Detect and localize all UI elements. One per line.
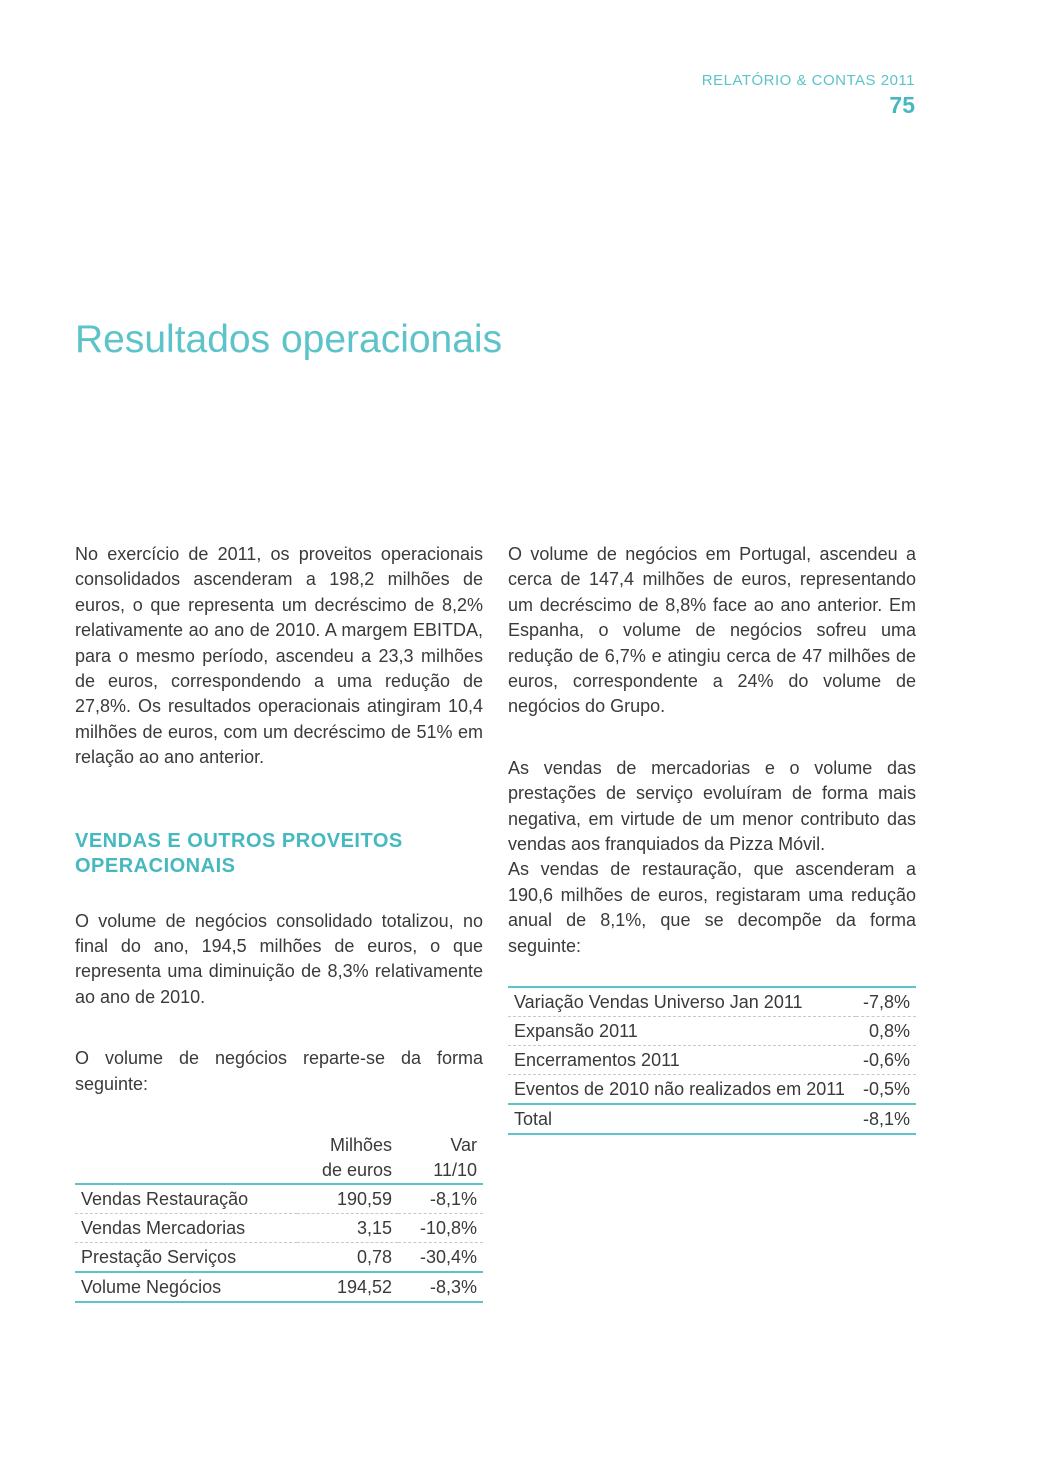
table-total-row: [75, 1272, 483, 1302]
business-volume-table: [75, 1133, 483, 1303]
table-total-row: [508, 1104, 916, 1134]
table-header-row: [75, 1133, 483, 1184]
row-variation: -30,4%: [419, 1246, 477, 1267]
report-label: RELATÓRIO & CONTAS 2011: [701, 72, 915, 89]
page-number: 75: [889, 92, 915, 118]
page-title: Resultados operacionais: [75, 318, 503, 361]
portugal-spain-paragraph: O volume de negócios em Portugal, ascendeu a cerca de 147,4 milhões de euros, representando um decréscimo de 8,8% face ao ano anterior. Em Espanha, o volume de negócios sofreu uma redução de 6,7% e atingiu cerca de 47 milhões de euros, correspondente a 24% do volume de negócios do Grupo.: [508, 544, 916, 717]
left-column: [75, 542, 483, 1097]
row-value: -7,8%: [856, 987, 916, 1017]
merchandise-paragraph: As vendas de mercadorias e o volume das prestações de serviço evoluíram de forma mais negativa, em virtude de um menor contributo das vendas aos franquiados da Pizza Móvil.: [508, 757, 916, 855]
row-label: Expansão 2011: [508, 1017, 856, 1046]
row-label: Encerramentos 2011: [508, 1046, 856, 1075]
table-row: [508, 1046, 916, 1075]
total-variation: -8,3%: [398, 1272, 483, 1302]
business-volume-paragraph: O volume de negócios consolidado totalizou, no final do ano, 194,5 milhões de euros, o que representa uma diminuição de 8,3% relativamente ao ano de 2010.: [75, 910, 483, 1007]
table-row: [508, 1017, 916, 1046]
table-row: [75, 1243, 483, 1273]
row-value: -0,5%: [862, 1078, 910, 1099]
right-column: [508, 542, 916, 959]
header-variation: Var 11/10: [433, 1135, 477, 1180]
row-variation: -10,8%: [398, 1214, 483, 1243]
row-value: 0,8%: [856, 1017, 916, 1046]
table-row: [508, 1075, 916, 1105]
total-label: Total: [508, 1104, 856, 1134]
table-row: [75, 1184, 483, 1214]
row-label: Vendas Mercadorias: [75, 1214, 297, 1243]
row-label: Eventos de 2010 não realizados em 2011: [514, 1078, 845, 1099]
sales-variation-table: [508, 986, 916, 1135]
restaurant-sales-paragraph: As vendas de restauração, que ascenderam a 190,6 milhões de euros, registaram uma redução anual de 8,1%, que se decompõe da forma seguinte:: [508, 859, 916, 956]
row-label: Variação Vendas Universo Jan 2011: [508, 987, 856, 1017]
header-millions-euros: Milhões de euros: [321, 1135, 392, 1180]
total-value: 194,52: [297, 1272, 398, 1302]
table-row: [508, 987, 916, 1017]
section-heading-line2: OPERACIONAIS: [75, 854, 236, 877]
total-label: Volume Negócios: [75, 1272, 297, 1302]
table-row: [75, 1214, 483, 1243]
row-variation: -8,1%: [398, 1184, 483, 1214]
row-value: 3,15: [297, 1214, 398, 1243]
section-heading-line1: VENDAS E OUTROS PROVEITOS: [75, 829, 403, 852]
total-value: -8,1%: [856, 1104, 916, 1134]
row-value: -0,6%: [856, 1046, 916, 1075]
breakdown-intro-paragraph: O volume de negócios reparte-se da forma seguinte:: [75, 1048, 483, 1094]
row-label: Prestação Serviços: [81, 1246, 237, 1267]
row-value: 0,78: [356, 1246, 392, 1267]
intro-paragraph: No exercício de 2011, os proveitos operacionais consolidados ascenderam a 198,2 milhões de euros, o que representa um decréscimo de 8,2% relativamente ao ano de 2010. A margem EBITDA, para o mesmo período, ascendeu a 23,3 milhões de euros, correspondendo a uma redução de 27,8%. Os resultados operacionais atingiram 10,4 milhões de euros, com um decréscimo de 51% em relação ao ano anterior.: [75, 544, 483, 768]
section-heading: [75, 829, 483, 879]
row-value: 190,59: [297, 1184, 398, 1214]
row-label: Vendas Restauração: [75, 1184, 297, 1214]
